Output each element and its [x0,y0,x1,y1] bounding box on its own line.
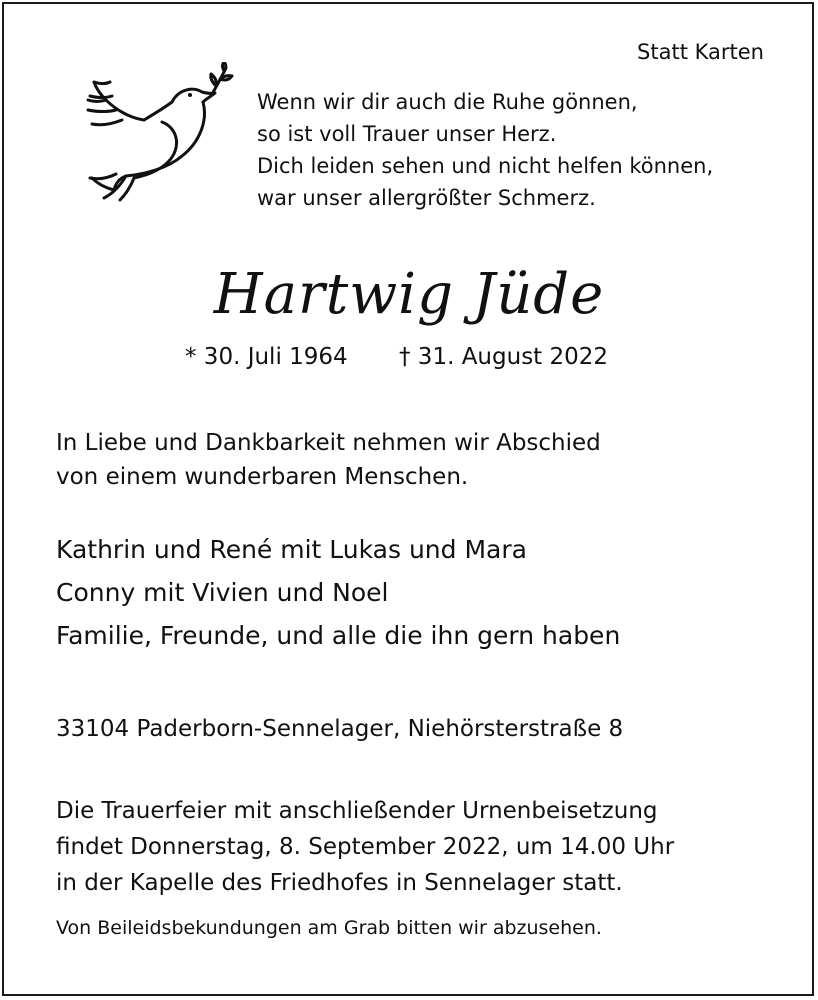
mourner-line: Conny mit Vivien und Noel [56,578,389,607]
ceremony-line: findet Donnerstag, 8. September 2022, um 14.00 Uhr [56,834,675,860]
poem-line: Wenn wir dir auch die Ruhe gönnen, [257,90,638,114]
condolence-note: Von Beileidsbekundungen am Grab bitten wir abzusehen. [56,917,602,939]
poem-line: war unser allergrößter Schmerz. [257,186,596,210]
poem-line: Dich leiden sehen und nicht helfen können, [257,154,714,178]
mourner-line: Familie, Freunde, und alle die ihn gern haben [56,621,621,650]
address: 33104 Paderborn-Sennelager, Niehörsterstraße 8 [56,716,624,742]
poem-line: so ist voll Trauer unser Herz. [257,122,557,146]
deceased-name: Hartwig Jüde [213,262,605,327]
life-dates [185,344,608,370]
statt-karten-label: Statt Karten [637,40,764,64]
dove-with-olive-branch-icon [50,62,240,202]
ceremony-text [56,793,674,901]
farewell-line: In Liebe und Dankbarkeit nehmen wir Abschied [56,430,601,456]
birth-date: * 30. Juli 1964 [185,344,348,370]
death-date: † 31. August 2022 [399,344,609,370]
ceremony-line: in der Kapelle des Friedhofes in Sennelager statt. [56,870,623,896]
mourners-list [56,528,620,657]
ceremony-line: Die Trauerfeier mit anschließender Urnenbeisetzung [56,798,658,824]
mourner-line: Kathrin und René mit Lukas und Mara [56,535,527,564]
poem [257,86,713,214]
farewell-line: von einem wunderbaren Menschen. [56,464,469,490]
farewell-text [56,426,601,494]
